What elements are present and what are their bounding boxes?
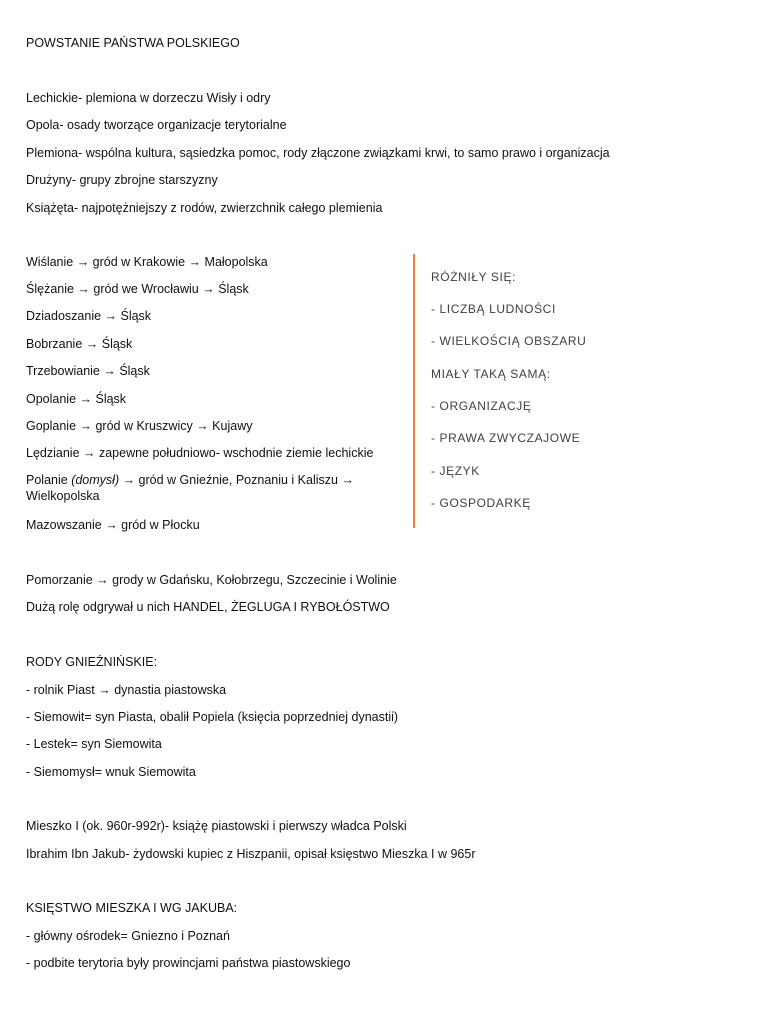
pomorzanie-trade-line: Dużą rolę odgrywał u nich HANDEL, ŻEGLUGA I RYBOŁÓSTWO bbox=[26, 600, 390, 614]
rody-item-siemomysl: - Siemomysł= wnuk Siemowita bbox=[26, 765, 196, 779]
definition-opola: Opola- osady tworzące organizacje terytorialne bbox=[26, 118, 287, 132]
side-heading-same: MIAŁY TAKĄ SAMĄ: bbox=[431, 367, 551, 381]
ksiestwo-heading: KSIĘSTWO MIESZKA I WG JAKUBA: bbox=[26, 901, 238, 915]
side-item-population: - LICZBĄ LUDNOŚCI bbox=[431, 302, 556, 316]
definition-plemiona: Plemiona- wspólna kultura, sąsiedzka pomoc, rody złączone związkami krwi, to samo prawo i organizacja bbox=[26, 146, 610, 160]
rody-item-piast: - rolnik Piast → dynastia piastowska bbox=[26, 683, 227, 697]
tribe-goplanie: Goplanie → gród w Kruszwicy → Kujawy bbox=[26, 419, 253, 433]
tribe-mazowszanie: Mazowszanie → gród w Płocku bbox=[26, 518, 200, 532]
side-item-customary-law: - PRAWA ZWYCZAJOWE bbox=[431, 431, 581, 445]
ksiestwo-item-territories: - podbite terytoria były prowincjami państwa piastowskiego bbox=[26, 956, 351, 970]
definition-ksiazeta: Książęta- najpotężniejszy z rodów, zwierzchnik całego plemienia bbox=[26, 201, 383, 215]
tribe-opolanie: Opolanie → Śląsk bbox=[26, 392, 127, 406]
tribe-trzebowianie: Trzebowianie → Śląsk bbox=[26, 364, 150, 378]
tribe-polanie-name: Polanie bbox=[26, 473, 72, 487]
side-item-language: - JĘZYK bbox=[431, 464, 480, 478]
side-divider-rule bbox=[413, 254, 415, 528]
tribe-polanie-note: (domysł) bbox=[71, 473, 120, 487]
ksiestwo-item-center: - główny ośrodek= Gniezno i Poznań bbox=[26, 929, 230, 943]
tribe-polanie-desc: → gród w Gnieźnie, Poznaniu i Kaliszu → Wielkopolska bbox=[26, 473, 354, 503]
rody-item-siemowit: - Siemowit= syn Piasta, obalił Popiela (księcia poprzedniej dynastii) bbox=[26, 710, 399, 724]
pomorzanie-line: Pomorzanie → grody w Gdańsku, Kołobrzegu, Szczecinie i Wolinie bbox=[26, 573, 397, 587]
tribe-ledzianie: Lędzianie → zapewne południowo- wschodnie ziemie lechickie bbox=[26, 446, 374, 460]
tribe-polanie bbox=[26, 472, 386, 504]
side-heading-differences: RÓŻNIŁY SIĘ: bbox=[431, 270, 517, 284]
page-title: POWSTANIE PAŃSTWA POLSKIEGO bbox=[26, 36, 240, 50]
definition-druzyny: Drużyny- grupy zbrojne starszyzny bbox=[26, 173, 218, 187]
tribe-dziadoszanie: Dziadoszanie → Śląsk bbox=[26, 309, 152, 323]
ibrahim-line: Ibrahim Ibn Jakub- żydowski kupiec z Hiszpanii, opisał księstwo Mieszka I w 965r bbox=[26, 847, 476, 861]
side-item-economy: - GOSPODARKĘ bbox=[431, 496, 531, 510]
rody-heading: RODY GNIEŹNIŃSKIE: bbox=[26, 655, 158, 669]
tribe-wislanie: Wiślanie → gród w Krakowie → Małopolska bbox=[26, 255, 268, 269]
tribe-bobrzanie: Bobrzanie → Śląsk bbox=[26, 337, 133, 351]
tribe-slezanie: Ślężanie → gród we Wrocławiu → Śląsk bbox=[26, 282, 249, 296]
mieszko-line: Mieszko I (ok. 960r-992r)- książę piastowski i pierwszy władca Polski bbox=[26, 819, 407, 833]
side-item-area: - WIELKOŚCIĄ OBSZARU bbox=[431, 334, 587, 348]
rody-item-lestek: - Lestek= syn Siemowita bbox=[26, 737, 162, 751]
side-item-organization: - ORGANIZACJĘ bbox=[431, 399, 532, 413]
definition-lechickie: Lechickie- plemiona w dorzeczu Wisły i odry bbox=[26, 91, 271, 105]
